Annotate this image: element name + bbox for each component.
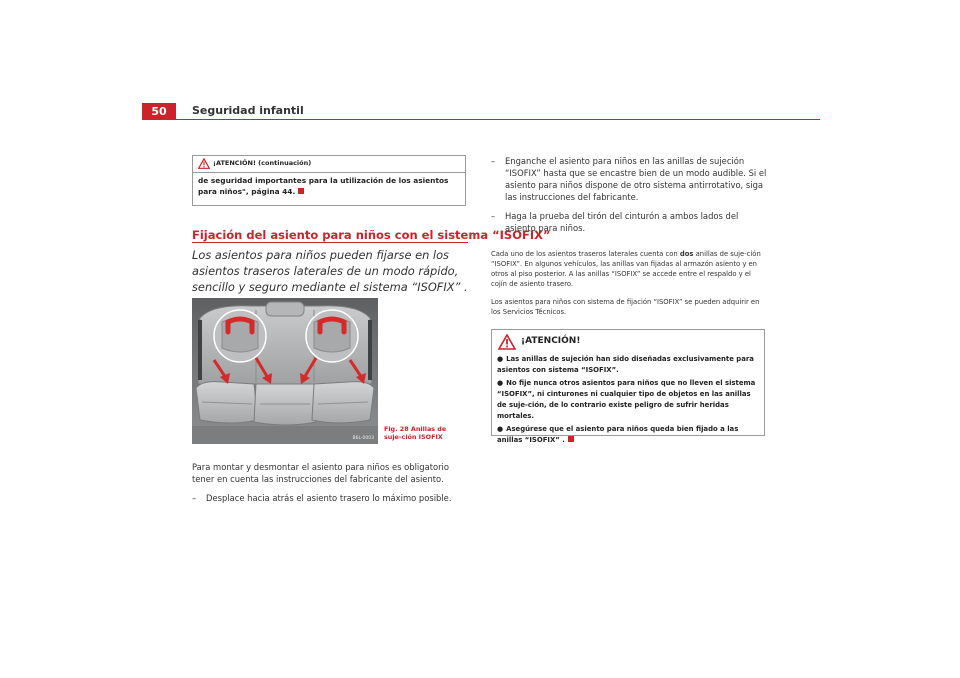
section-heading-rule <box>192 242 468 243</box>
section-intro: Los asientos para niños pueden fijarse en los asientos traseros laterales de un modo rápido, sencillo y seguro mediante el sistema “ISOFIX” . <box>192 248 468 294</box>
step-item: – Desplace hacia atrás el asiento trasero lo máximo posible. <box>192 493 452 503</box>
dash-marker: – <box>491 211 496 221</box>
dash-marker: – <box>192 493 197 503</box>
warning-item: ● Las anillas de sujeción han sido diseñadas exclusivamente para asientos con sistema “ISOFIX”. <box>497 355 754 374</box>
warning-item: ● Asegúrese que el asiento para niños queda bien fijado a las anillas “ISOFIX” . <box>497 425 739 444</box>
warning-box <box>491 329 765 444</box>
end-square-icon <box>568 436 574 442</box>
end-square-icon <box>298 188 304 194</box>
header-rule <box>142 119 820 120</box>
bullet-dot: ● <box>497 379 504 387</box>
section-heading: Fijación del asiento para niños con el sistema “ISOFIX” <box>192 228 551 242</box>
warning-continued-header <box>193 156 465 173</box>
figure-code: B6L-0003 <box>352 436 374 441</box>
warning-triangle-icon <box>198 158 210 169</box>
warning-continued-label: ¡ATENCIÓN! (continuación) <box>213 159 312 167</box>
bullet-dot: ● <box>497 425 504 433</box>
rear-seat-illustration <box>192 298 378 444</box>
note-servicios: Los asientos para niños con sistema de fijación “ISOFIX” se pueden adquirir en los Servicios Técnicos. <box>491 298 760 316</box>
page-number: 50 <box>142 103 176 120</box>
warning-continued-box <box>192 155 466 206</box>
isofix-figure <box>192 298 378 444</box>
bullet-dot: ● <box>497 355 504 363</box>
warning-triangle-icon <box>498 334 516 350</box>
figure-caption: Fig. 28 Anillas de suje-ción ISOFIX <box>384 425 447 441</box>
note-isofix-anillas: Cada uno de los asientos traseros laterales cuenta con dos anillas de suje-ción “ISOFIX”. En algunos vehículos, las anillas van fijadas al armazón asiento y en otros al piso posterior. A las anillas “ISOFIX” se accede entre el respaldo y el cojín de asiento trasero. <box>491 250 761 288</box>
montaje-paragraph: Para montar y desmontar el asiento para niños es obligatorio tener en cuenta las instrucciones del fabricante del asiento. <box>192 462 450 484</box>
warning-list <box>497 354 759 448</box>
warning-continued-text: de seguridad importantes para la utilización de los asientos para niños", página 44. <box>198 176 449 196</box>
warning-header <box>492 330 764 353</box>
warning-label: ¡ATENCIÓN! <box>521 336 581 346</box>
warning-item: ● No fije nunca otros asientos para niños que no lleven el sistema “ISOFIX”, ni cinturones ni cualquier tipo de objetos en las anillas de suje-ción, de lo contrario existe peligro de sufrir heridas mortales. <box>497 379 756 420</box>
step-item: – Enganche el asiento para niños en las anillas de sujeción “ISOFIX” hasta que se encastre bien de un modo audible. Si el asiento para niños dispone de otro sistema antirrotativo, siga las instrucciones del fabricante. <box>491 156 767 202</box>
dash-marker: – <box>491 156 496 166</box>
step-item: – Haga la prueba del tirón del cinturón a ambos lados del asiento para niños. <box>491 211 739 233</box>
section-title: Seguridad infantil <box>192 104 304 117</box>
